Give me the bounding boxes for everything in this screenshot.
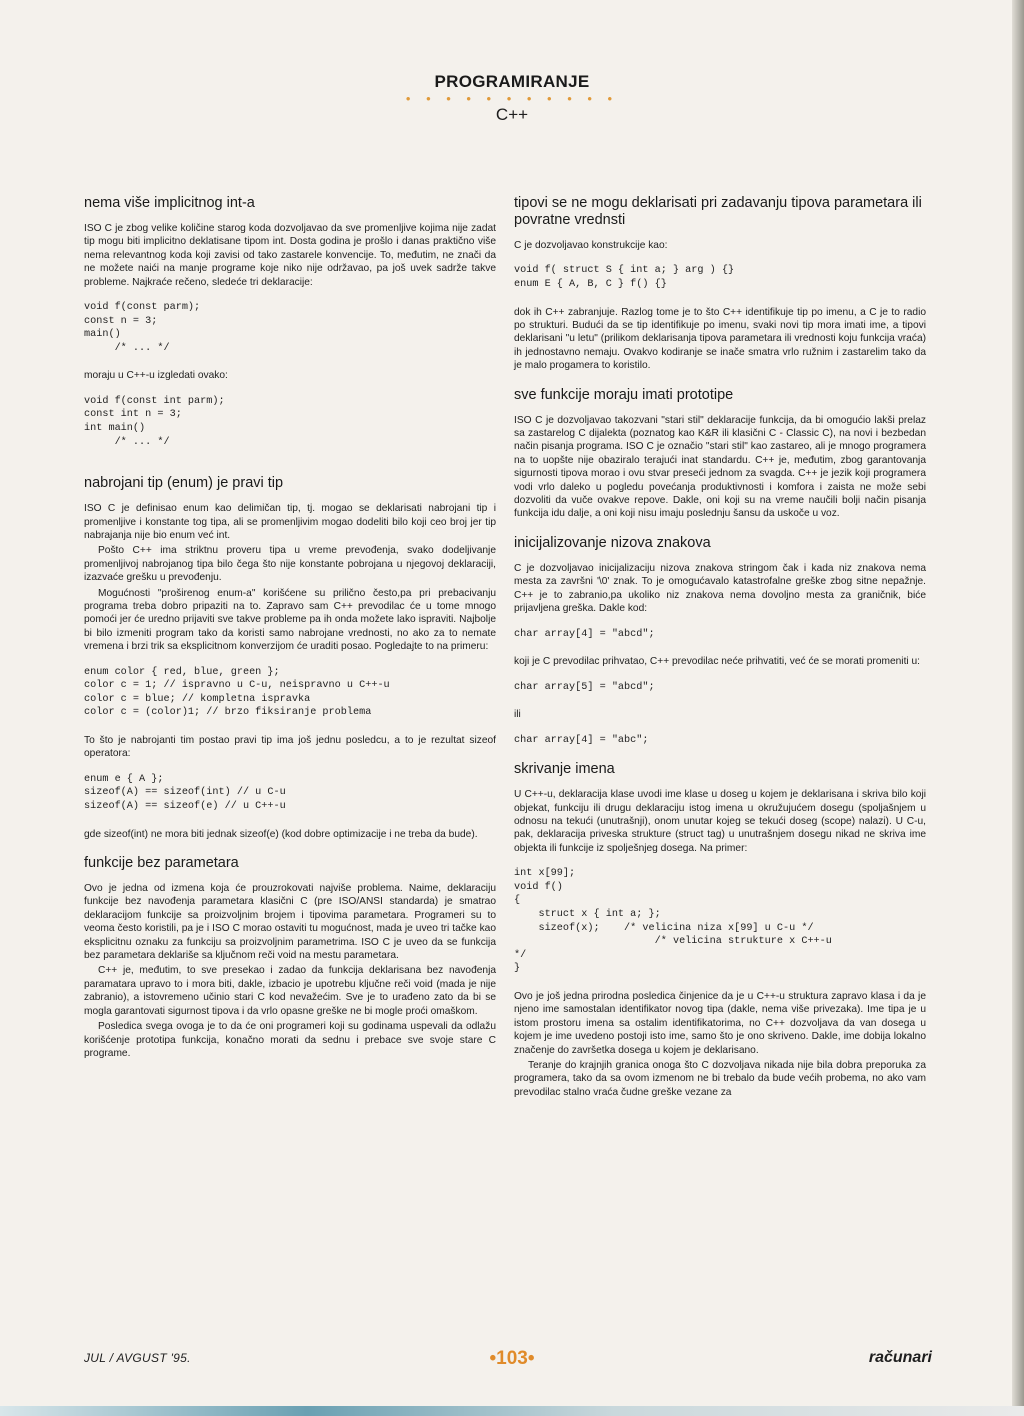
paragraph: Teranje do krajnjih granica onoga što C dozvoljava nikada nije bila dobra preporuka za programera, tako da sa ovom izmenom ne bi trebalo da bude većih probema, no ako vam prevodilac stalno vraća čudne greške vezane za [514,1059,926,1098]
heading-types-in-params: tipovi se ne mogu deklarisati pri zadavanju tipova parametara ili povratne vrednsti [514,195,922,228]
scan-edge-strip [0,1406,1024,1416]
paragraph: ISO C je definisao enum kao delimičan tip, tj. mogao se deklarisati nabrojani tip i promenljive i konstante tog tipa, ali se promenljivim mogao dodeliti bilo koji ceo broj jer tip nabrajanja nije bio enum već int. [84,503,496,541]
heading-enum: nabrojani tip (enum) je pravi tip [84,475,284,492]
page-header [0,72,1024,125]
code-block: char array[5] = "abcd"; [514,681,655,693]
heading-implicit-int: nema više implicitnog int-a [84,195,255,211]
paragraph: U C++-u, deklaracija klase uvodi ime klase u doseg u kojem je deklarisana i skriva bilo koji objekat, funkciju ili drugu deklaraciju istog imena u okružujućem dosegu (spoljašnjem u odnosu na tekući (unutrašnji), onom unutar kojeg se tekući doseg (scope) nalazi). U C-u, pak, deklaracija priveska strukture (struct tag) u unutrašnjem dosegu nikad ne skriva ime objekta ili funkcije iz spolješnjeg dosega. Na primer: [514,789,926,854]
page-binding-shadow [1012,0,1024,1416]
code-block: void f(const parm); const n = 3; main() /* ... */ [84,302,201,354]
code-block: enum e { A }; sizeof(A) == sizeof(int) // u C-u sizeof(A) == sizeof(e) // u C++-u [84,773,286,813]
paragraph: Mogućnosti "proširenog enum-a" korišćene su prilično često,pa pri prebacivanju programa treba dobro pripaziti na to. Zapravo sam C++ prevodilac će u tome mnogo pomoći jer će uredno prijaviti sve takve probleme pa ih onda možete lako ispraviti. Najbolje bi bilo izmeniti program tako da koristi samo nabrojane vrednosti, no ako za to nemate vremena i brzi trik sa eksplicitnom konverzijom će uraditi posao. Pogledajte to na primeru: [84,587,496,653]
right-column [514,195,926,1101]
heading-char-array-init: inicijalizovanje nizova znakova [514,534,711,551]
paragraph: Ovo je jedna od izmena koja će prouzrokovati najviše problema. Naime, deklaraciju funkcije bez navođenja parametara klasični C (pre ISO/ANSI standarda) je smatrao deklaracijom funkcije sa proizvoljnim brojem i tipovima parametara. Programeri su to veoma često koristili, pa je i ISO C morao ostaviti tu mogućnost, mada je uveo tri tačke kao eksplicitnu oznaku za funkciju sa proizvoljnim parametrima. ISO C je uveo da se funkcija bez parametara deklariše sa ključnom reči void na mestu parametara. [84,883,496,962]
paragraph: moraju u C++-u izgledati ovako: [84,370,228,382]
code-block: void f( struct S { int a; } arg ) {} enum E { A, B, C } f() {} [514,265,735,290]
heading-name-hiding: skrivanje imena [514,761,615,778]
paragraph: Pošto C++ ima striktnu proveru tipa u vreme prevođenja, svako dodeljivanje promenljivoj nabrojanog tipa bilo čega što nije konstante pobrojana u njegovoj deklaraciji, izazvaće grešku u prevođenju. [84,545,496,584]
heading-functions-no-params: funkcije bez parametara [84,855,239,872]
paragraph: Posledica svega ovoga je to da će oni programeri koji su godinama uspevali da odlažu korišćenje prototipa funkcija, konačno morati da sednu i prebace sve svoje stare C programe. [84,1021,496,1059]
section-subtitle: C++ [495,105,529,124]
header-dots-ornament: • • • • • • • • • • • [405,91,619,106]
magazine-logo: računari [868,1349,932,1366]
paragraph: C++ je, međutim, to sve presekao i zadao da funkcija deklarisana bez navođenja paramatara upravo to i mora biti, dakle, izbacio je upotrebu ključne reči void (mada je nije zabranio), a istovremeno učinio stari C kod nevažećim. Sve je to urađeno zato da bi se mogla garantovati sigurnost tipova i da vrlo opasne greške ne bi mogle proći omaškom. [84,965,496,1017]
issue-date: JUL / AVGUST '95. [84,1351,191,1365]
paragraph: To što je nabrojanti tim postao pravi tip ima još jednu posledcu, a to je rezultat sizeof operatora: [84,735,496,760]
paragraph: ISO C je dozvoljavao takozvani "stari stil" deklaracije funkcija, da bi omogućio lakši prelaz sa zastarelog C dijalekta (poznatog kao K&R ili klasični C - Classic C), na novi i bezbedan način pisanja programa. ISO C je označio "stari stil" kao zastareo, ali je mnogo programera na to uopšte nije obaziralo terajući inat standardu. C++ je, međutim, zbog garantovanja sigurnosti tipova morao i ovu stvar preseći jednom za svagda. C++ je jezik koji programera vodi vrlo daleko u pogledu povećanja produktivnosti i komfora i zaista ne može sebi dozvoliti da vuče ovakve repove. Dakle, oni koji su na vreme naučili bolji način pisanja funkcija idu dalje, a oni koji nisu imaju poslednju šansu da uskoče u voz. [514,414,926,520]
paragraph: C je dozvoljavao inicijalizaciju nizova znakova stringom čak i kada niz znakova nema mesta za završni '\0' znak. To je omogućavalo katastrofalne greške zbog sitne nepažnje. C++ je to zabranio,pa ukoliko niz znakova nema dovoljno mesta za graničnik, biće prijavljena greška. Dakle kod: [514,562,926,615]
paragraph: ili [514,709,521,721]
code-block: enum color { red, blue, green }; color c = 1; // ispravno u C-u, neispravno u C++-u color c = blue; // kompletna ispravka color c = (color)1; // brzo fiksiranje problema [84,666,390,719]
heading-prototypes: sve funkcije moraju imati prototipe [514,386,734,403]
paragraph: Ovo je još jedna prirodna posledica činjenice da je u C++-u struktura zapravo klasa i da je njeno ime samostalan identifikator novog tipa (dakle, nema više privezaka). Ime tipa je u istom prostoru imena sa ostalim identifikatorima, no C++ dozvoljava da van dosega u kojem je ime uvedeno postoji isto ime, samo što je ono skriveno. Dakle, ime dobija lokalno značenje do završetka dosega u kojem je deklarisano. [514,990,926,1056]
code-block: void f(const int parm); const int n = 3; int main() /* ... */ [84,395,225,448]
paragraph: koji je C prevodilac prihvatao, C++ prevodilac neće prihvatiti, već će se morati promeniti u: [514,656,920,668]
code-block: int x[99]; void f() { struct x { int a; }; sizeof(x); /* velicina niza x[99] u C-u */ /* velicina strukture x C++-u */ } [514,868,832,975]
section-title: PROGRAMIRANJE [434,72,590,91]
paragraph: dok ih C++ zabranjuje. Razlog tome je to što C++ identifikuje tip po imenu, a C je to radio po strukturi. Budući da se tip identifikuje po imenu, svaki novi tip mora imati ime, a tipovi deklarisani "u letu" (prilikom deklarisanja tipova parametara ili vrednosti koju funkcija vraća) ih jednostavno nemaju. Ovakvo kodiranje se inače smatra vrlo ružnim i zastarelim tako da je malo progamera to koristilo. [514,306,926,372]
paragraph: C je dozvoljavao konstrukcije kao: [514,240,668,251]
code-block: char array[4] = "abc"; [514,734,649,746]
paragraph: gde sizeof(int) ne mora biti jednak sizeof(e) (kod dobre optimizacije i ne treba da bude). [84,828,478,840]
code-block: char array[4] = "abcd"; [514,628,655,640]
left-column [84,195,496,1062]
paragraph: ISO C je zbog velike količine starog koda dozvoljavao da sve promenljive kojima nije zadat tip mogu biti implicitno deklatisane tipom int. Dosta godina je prošlo i danas praktično više nema relevantnog koda koji zavisi od tako zastarele konvencije. To, međutim, ne znači da ne možete naići na manje programe koje niko nije održavao, pa još uvek sadrže takve probleme. Najkraće rečeno, sledeće tri deklaracije: [84,223,496,288]
page-number: •103• [489,1348,535,1369]
